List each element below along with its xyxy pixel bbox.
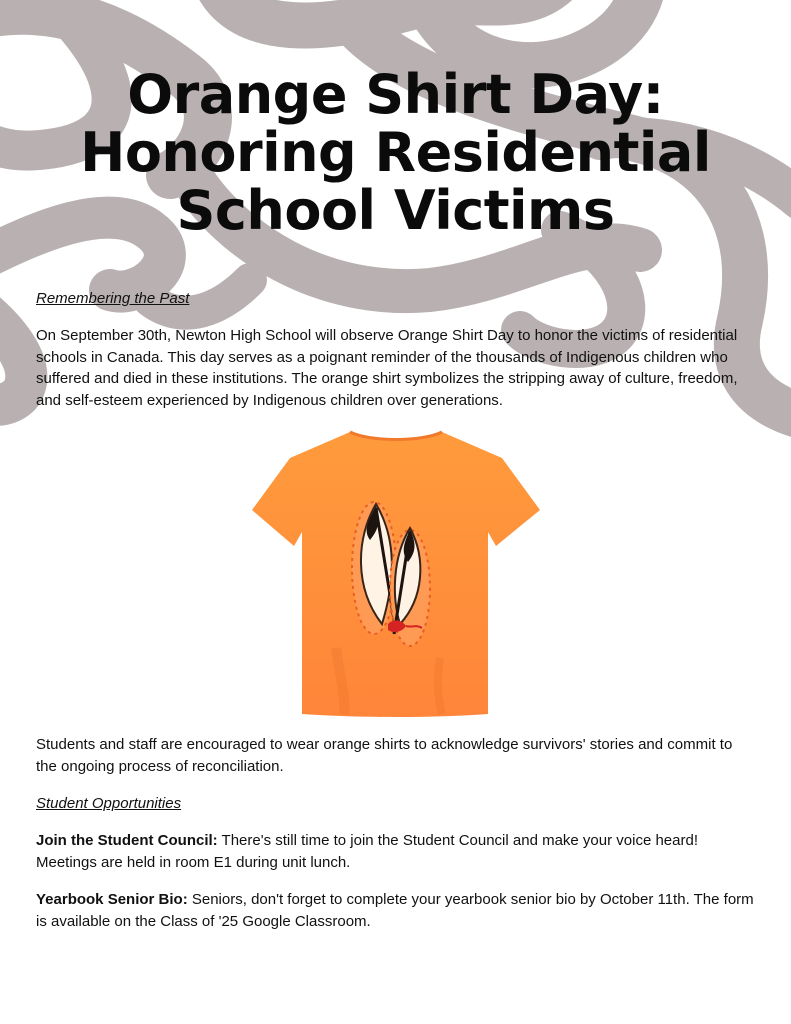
yearbook-item [36,889,754,932]
section-heading-remembering: Remembering the Past [36,290,190,307]
item-label: Yearbook Senior Bio: [36,891,188,908]
student-council-item [36,830,754,873]
section-heading-opportunities: Student Opportunities [36,795,182,812]
orange-shirt-illustration [250,428,542,720]
item-text: There's still time to join the Student Council and make your voice heard! Meetings are held in room E1 during unit lunch. [36,832,698,871]
title-line-1: Orange Shirt Day: [127,63,664,126]
item-text: Seniors, don't forget to complete your yearbook senior bio by October 11th. The form is available on the Class of '25 Google Classroom. [36,891,754,930]
intro-paragraph: On September 30th, Newton High School will observe Orange Shirt Day to honor the victims of residential schools in Canada. This day serves as a poignant reminder of the thousands of Indigenous children who suffered and died in these institutions. The orange shirt symbolizes the stripping away of culture, freedom, and self-esteem experienced by Indigenous children over generations. [36,327,738,409]
title-line-2: Honoring Residential [80,121,711,184]
page-title [0,63,791,242]
followup-paragraph: Students and staff are encouraged to wear orange shirts to acknowledge survivors' stories and commit to the ongoing process of reconciliation. [36,736,733,775]
feather-icon [352,502,396,634]
title-line-3: School Victims [176,179,615,242]
item-label: Join the Student Council: [36,832,218,849]
